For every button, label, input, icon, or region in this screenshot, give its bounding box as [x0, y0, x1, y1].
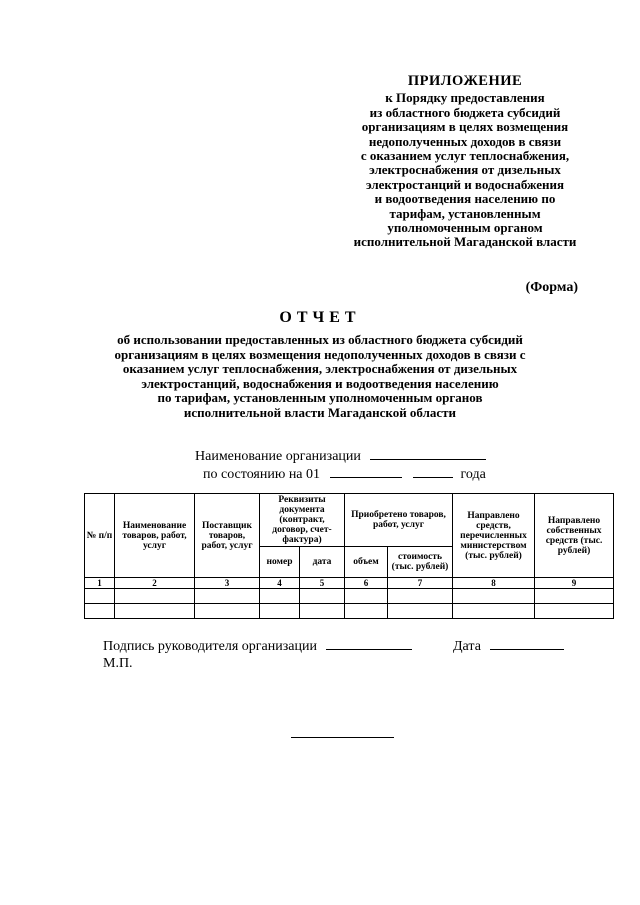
header-supplier: Поставщик товаров, работ, услуг	[195, 494, 260, 578]
appendix-line: исполнительной Магаданской власти	[353, 234, 577, 250]
column-number: 9	[535, 578, 614, 589]
table-cell[interactable]	[345, 589, 388, 604]
header-own: Направлено собственных средств (тыс. рублей)	[535, 494, 614, 578]
table-row	[85, 589, 614, 604]
column-number: 7	[388, 578, 453, 589]
signature-blank[interactable]	[326, 637, 412, 650]
appendix-line: и водоотведения населению по	[374, 191, 556, 207]
appendix-heading: ПРИЛОЖЕНИЕ	[407, 73, 523, 89]
column-number: 8	[453, 578, 535, 589]
table-cell[interactable]	[535, 604, 614, 619]
subtitle-line: об использовании предоставленных из областного бюджета субсидий	[117, 332, 523, 347]
column-number: 5	[300, 578, 345, 589]
table-cell[interactable]	[85, 604, 115, 619]
subtitle-line: исполнительной власти Магаданской области	[183, 404, 457, 420]
table-cell[interactable]	[115, 604, 195, 619]
table-cell[interactable]	[300, 604, 345, 619]
table-cell[interactable]	[345, 604, 388, 619]
appendix-line: уполномоченным органом	[387, 220, 543, 236]
table-cell[interactable]	[388, 604, 453, 619]
table-cell[interactable]	[85, 589, 115, 604]
signature-line	[103, 637, 412, 655]
appendix-block	[320, 74, 610, 250]
table-cell[interactable]	[300, 589, 345, 604]
table-cell[interactable]	[260, 604, 300, 619]
table-cell[interactable]	[453, 604, 535, 619]
table-header-row	[85, 494, 614, 547]
table-cell[interactable]	[115, 589, 195, 604]
appendix-line: из областного бюджета субсидий	[369, 104, 561, 120]
appendix-line: недополученных доходов в связи	[368, 133, 562, 149]
date-line	[453, 637, 564, 655]
org-name-blank[interactable]	[370, 447, 486, 460]
column-number: 3	[195, 578, 260, 589]
table-cell[interactable]	[195, 604, 260, 619]
month-blank[interactable]	[330, 465, 402, 478]
column-numbers-row	[85, 578, 614, 589]
org-name-line	[195, 447, 486, 465]
appendix-line: с оказанием услуг теплоснабжения,	[360, 148, 570, 164]
table-cell[interactable]	[535, 589, 614, 604]
table-cell[interactable]	[260, 589, 300, 604]
date-label: Дата	[453, 639, 481, 654]
form-label: (Форма)	[525, 280, 578, 295]
report-subtitle	[90, 333, 550, 420]
column-number: 6	[345, 578, 388, 589]
column-number: 1	[85, 578, 115, 589]
appendix-line: к Порядку предоставления	[385, 90, 545, 106]
column-number: 2	[115, 578, 195, 589]
header-acquired: Приобретено товаров, работ, услуг	[345, 494, 453, 547]
date-blank[interactable]	[490, 637, 564, 650]
subtitle-line: оказанием услуг теплоснабжения, электроснабжения от дизельных	[122, 361, 518, 376]
org-name-label: Наименование организации	[195, 449, 361, 464]
appendix-line: электроснабжения от дизельных	[369, 162, 561, 178]
header-doc: Реквизиты документа (контракт, договор, счет-фактура)	[260, 494, 345, 547]
subtitle-line: электростанций, водоснабжения и водоотведения населению	[141, 375, 499, 391]
column-number: 4	[260, 578, 300, 589]
as-of-line	[203, 465, 486, 483]
table-row	[85, 604, 614, 619]
report-table	[84, 493, 614, 619]
table-cell[interactable]	[195, 589, 260, 604]
header-doc-number: номер	[260, 547, 300, 578]
header-cost: стоимость (тыс. рублей)	[388, 547, 453, 578]
stamp-label: М.П.	[103, 656, 133, 671]
appendix-line: электростанций и водоснабжения	[365, 176, 565, 192]
footer-divider	[291, 737, 394, 738]
header-num: № п/п	[85, 494, 115, 578]
table-cell[interactable]	[453, 589, 535, 604]
signature-label: Подпись руководителя организации	[103, 639, 317, 654]
subtitle-line: организациям в целях возмещения недополученных доходов в связи с	[114, 346, 526, 362]
header-ministry: Направлено средств, перечисленных министерством (тыс. рублей)	[453, 494, 535, 578]
appendix-line: тарифам, установленным	[389, 205, 541, 221]
table-cell[interactable]	[388, 589, 453, 604]
signature-block	[103, 637, 412, 672]
report-title: ОТЧЕТ	[279, 309, 361, 326]
header-doc-date: дата	[300, 547, 345, 578]
as-of-label: по состоянию на 01	[203, 467, 321, 482]
appendix-line: организациям в целях возмещения	[361, 119, 569, 135]
header-name: Наименование товаров, работ, услуг	[115, 494, 195, 578]
header-volume: объем	[345, 547, 388, 578]
subtitle-line: по тарифам, установленным уполномоченным органов	[157, 390, 483, 405]
year-label: года	[460, 467, 486, 482]
year-blank[interactable]	[413, 465, 453, 478]
